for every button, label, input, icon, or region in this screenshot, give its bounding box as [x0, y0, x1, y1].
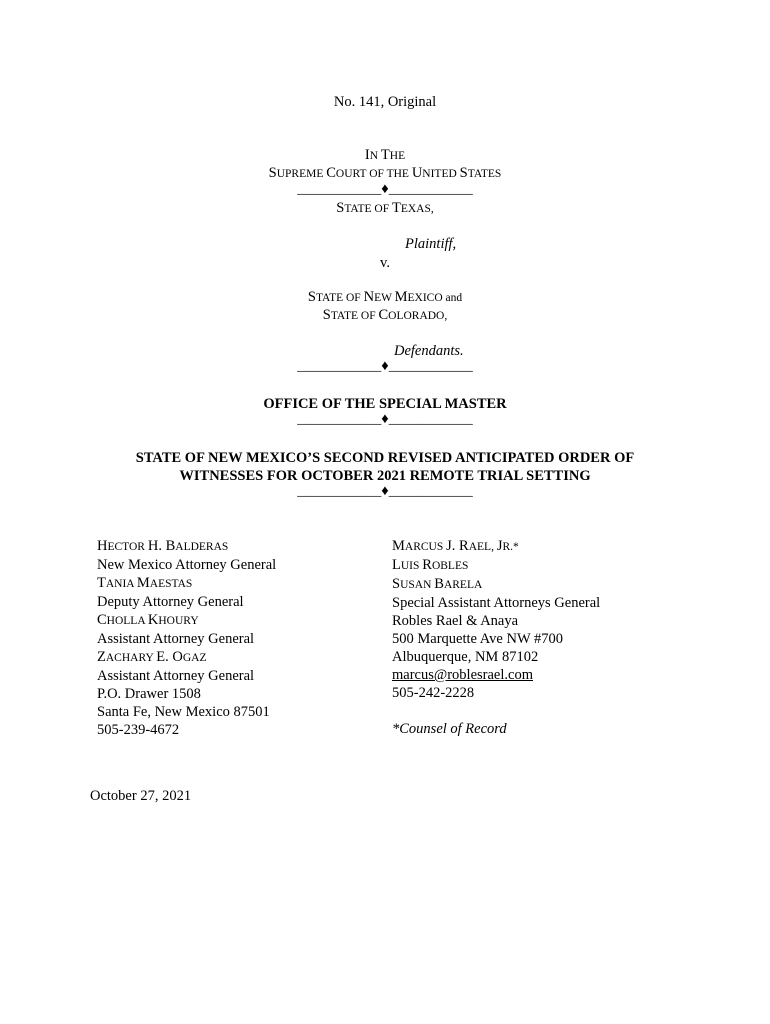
- counsel-title: New Mexico Attorney General: [97, 557, 277, 573]
- divider-1: ____________♦____________: [297, 181, 473, 197]
- counsel-title: Assistant Attorney General: [97, 631, 255, 647]
- counsel-address-line: 500 Marquette Ave NW #700: [392, 631, 564, 647]
- counsel-email-line: [392, 666, 600, 684]
- counsel-name: ZACHARY E. OGAZ: [97, 649, 207, 665]
- counsel-name: HECTOR H. BALDERAS: [97, 538, 229, 554]
- counsel-address-line: Santa Fe, New Mexico 87501: [97, 704, 270, 720]
- counsel-title: Assistant Attorney General: [97, 668, 255, 684]
- defendants-line-2: STATE OF COLORADO,: [322, 307, 448, 323]
- document-title-line-2: WITNESSES FOR OCTOBER 2021 REMOTE TRIAL SETTING: [179, 468, 591, 484]
- office-heading: OFFICE OF THE SPECIAL MASTER: [263, 396, 507, 412]
- counsel-name: MARCUS J. RAEL, JR.*: [392, 538, 519, 554]
- counsel-title: Deputy Attorney General: [97, 594, 244, 610]
- counsel-name: CHOLLA KHOURY: [97, 612, 199, 628]
- counsel-of-record-note: *Counsel of Record: [392, 721, 507, 737]
- case-number: No. 141, Original: [333, 94, 437, 110]
- defendants-line-1: STATE OF NEW MEXICO and: [307, 289, 463, 305]
- counsel-phone: 505-242-2228: [392, 685, 475, 701]
- counsel-address-line: Albuquerque, NM 87102: [392, 649, 539, 665]
- counsel-name: SUSAN BARELA: [392, 576, 483, 592]
- divider-3: ____________♦____________: [297, 411, 473, 427]
- counsel-email-link[interactable]: marcus@roblesrael.com: [392, 667, 533, 683]
- document-title-line-1: STATE OF NEW MEXICO’S SECOND REVISED ANTICIPATED ORDER OF: [135, 450, 635, 466]
- counsel-address-line: P.O. Drawer 1508: [97, 686, 201, 702]
- document-date: October 27, 2021: [90, 788, 192, 804]
- plaintiff-name: STATE OF TEXAS,: [336, 200, 434, 216]
- court-line-2: SUPREME COURT OF THE UNITED STATES: [268, 165, 502, 181]
- counsel-firm: Robles Rael & Anaya: [392, 613, 519, 629]
- counsel-name: TANIA MAESTAS: [97, 575, 193, 591]
- plaintiff-role: Plaintiff,: [405, 236, 457, 252]
- counsel-phone: 505-239-4672: [97, 722, 180, 738]
- court-line-1: IN THE: [364, 147, 406, 163]
- left-counsel-block: [97, 537, 276, 739]
- versus: v.: [380, 255, 390, 271]
- right-counsel-block: [392, 537, 600, 738]
- divider-2: ____________♦____________: [297, 358, 473, 374]
- defendants-role: Defendants.: [394, 343, 464, 359]
- spacer: [392, 702, 600, 720]
- counsel-name: LUIS ROBLES: [392, 557, 469, 573]
- divider-4: ____________♦____________: [297, 483, 473, 499]
- counsel-title: Special Assistant Attorneys General: [392, 595, 601, 611]
